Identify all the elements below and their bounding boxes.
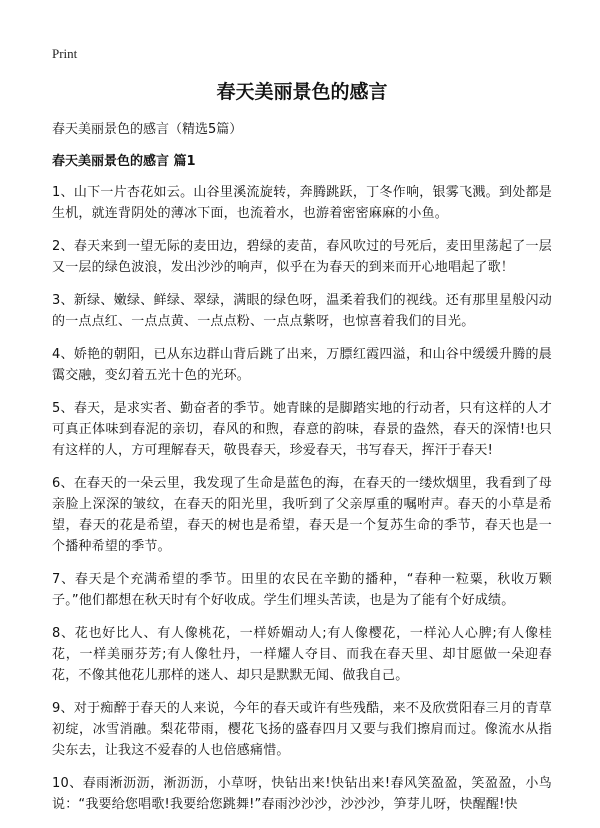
paragraph-7: 7、春天是个充满希望的季节。田里的农民在辛勤的播种，“春种一粒粟，秋收万颗子。”他们都想在秋天时有个好收成。学生们埋头苦读，也是为了能有个好成绩。: [52, 572, 552, 608]
paragraph-9: 9、对于痴醉于春天的人来说，今年的春天或许有些残酷，来不及欣赏阳春三月的青草初绽，冰雪消融。梨花带雨，樱花飞扬的盛春四月又要与我们擦肩而过。像流水从指尖东去，让我这不爱春的人也倍感痛惜。: [52, 701, 552, 758]
paragraph-4: 4、娇艳的朝阳，已从东边群山背后跳了出来，万膘红霞四溢，和山谷中缓缓升腾的晨霭交融，变幻着五光十色的光环。: [52, 347, 552, 383]
paragraph-6: 6、在春天的一朵云里，我发现了生命是蓝色的海，在春天的一缕炊烟里，我看到了母亲脸上深深的皱纹，在春天的阳光里，我听到了父亲厚重的嘱咐声。春天的小草是希望，春天的花是希望，春天的树也是希望，春天是一个复苏生命的季节，春天也是一个播种希望的季节。: [52, 476, 552, 554]
paragraph-10: 10、春雨淅沥沥，淅沥沥，小草呀，快钻出来!快钻出来!春风笑盈盈，笑盈盈，小鸟说：“我要给您唱歌!我要给您跳舞!”春雨沙沙沙，沙沙沙，笋芽儿呀，快醒醒!快: [52, 776, 552, 812]
document-subtitle: 春天美丽景色的感言（精选5篇）: [52, 122, 243, 137]
paragraph-3: 3、新绿、嫩绿、鲜绿、翠绿，满眼的绿色呀，温柔着我们的视线。还有那里星般闪动的一点点红、一点点黄、一点点粉、一点点紫呀，也惊喜着我们的目光。: [52, 293, 552, 329]
document-body: [52, 78, 552, 827]
paragraph-2: 2、春天来到一望无际的麦田边，碧绿的麦苗，春风吹过的号死后，麦田里荡起了一层又一层的绿色波浪，发出沙沙的响声，似乎在为春天的到来而开心地唱起了歌！: [52, 239, 552, 275]
section-heading: 春天美丽景色的感言 篇1: [52, 154, 196, 169]
paragraph-1: 1、山下一片杏花如云。山谷里溪流旋转，奔腾跳跃，丁冬作响，银雾飞溅。到处都是生机，就连背阴处的薄冰下面，也流着水，也游着密密麻麻的小鱼。: [52, 185, 552, 221]
page-title: 春天美丽景色的感言: [216, 81, 388, 103]
paragraph-8: 8、花也好比人、有人像桃花，一样娇媚动人;有人像樱花，一样沁人心脾;有人像桂花，一样美丽芬芳;有人像牡丹，一样耀人夺目、而我在春天里、却甘愿做一朵迎春花，不像其他花儿那样的迷人、却只是默默无闻、做我自己。: [52, 626, 552, 683]
paragraph-5: 5、春天，是求实者、勤奋者的季节。她青睐的是脚踏实地的行动者，只有这样的人才可真正体味到春泥的亲切，春风的和煦，春意的韵味，春景的盎然，春天的深情!也只有这样的人，方可理解春天，敬畏春天，珍爱春天，书写春天，挥汗于春天!: [52, 401, 552, 458]
print-link[interactable]: Print: [52, 46, 78, 61]
